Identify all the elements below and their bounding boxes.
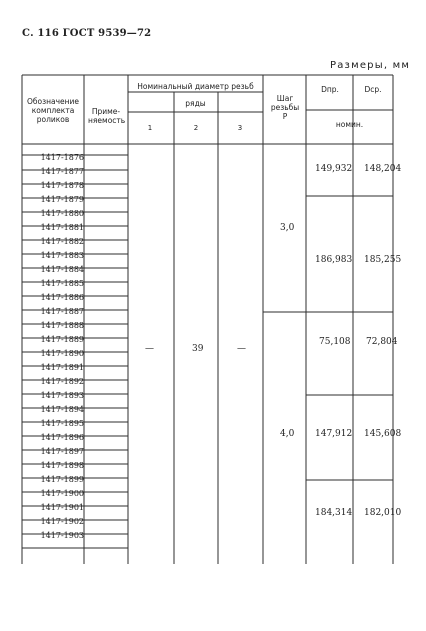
header-rows: ряды (185, 99, 206, 108)
row3-dash: — (237, 344, 246, 354)
table-row: 1417-1884 (40, 265, 84, 274)
table-row: 1417-1903 (40, 531, 84, 540)
table-row: 1417-1878 (40, 181, 84, 190)
d-pr-value-2: 186,983 (315, 255, 353, 265)
table-row: 1417-1890 (40, 349, 84, 358)
table-row: 1417-1886 (40, 293, 84, 302)
table-row: 1417-1881 (40, 223, 84, 232)
table-row: 1417-1893 (40, 391, 84, 400)
d-sr-value-5: 182,010 (364, 508, 402, 518)
header-row1: 1 (147, 124, 153, 132)
table-row: 1417-1877 (40, 167, 84, 176)
table-row: 1417-1895 (40, 419, 84, 428)
d-pr-value-3: 75,108 (319, 337, 351, 347)
row1-dash: — (145, 344, 154, 354)
d-pr-value-4: 147,912 (315, 429, 353, 439)
diameter-value: 39 (192, 344, 204, 354)
table-row: 1417-1901 (40, 503, 84, 512)
d-pr-value-5: 184,314 (315, 508, 353, 518)
sizes-label: Размеры, мм (330, 60, 411, 71)
d-pr-value-1: 149,932 (315, 164, 353, 174)
table-row: 1417-1882 (40, 237, 84, 246)
table-row: 1417-1891 (40, 363, 84, 372)
table-row: 1417-1900 (40, 489, 84, 498)
table-row: 1417-1876 (40, 153, 84, 162)
table-row: 1417-1899 (40, 475, 84, 484)
header-nominal: номин. (335, 120, 364, 129)
table-row: 1417-1885 (40, 279, 84, 288)
header-designation: Обозначение комплекта роликов (26, 97, 80, 124)
table-row: 1417-1883 (40, 251, 84, 260)
table-row: 1417-1897 (40, 447, 84, 456)
table-row: 1417-1896 (40, 433, 84, 442)
table-row: 1417-1894 (40, 405, 84, 414)
header-d-sr: Dср. (364, 85, 382, 94)
table-row: 1417-1880 (40, 209, 84, 218)
header-thread-pitch: Шаг резьбы P (270, 94, 300, 121)
table-row: 1417-1879 (40, 195, 84, 204)
table-row: 1417-1898 (40, 461, 84, 470)
table-row: 1417-1888 (40, 321, 84, 330)
table-row: 1417-1889 (40, 335, 84, 344)
header-d-pr: Dпр. (321, 85, 339, 94)
table-row: 1417-1887 (40, 307, 84, 316)
d-sr-value-2: 185,255 (364, 255, 402, 265)
table-row: 1417-1902 (40, 517, 84, 526)
header-row3: 3 (237, 124, 243, 132)
d-sr-value-1: 148,204 (364, 164, 402, 174)
d-sr-value-3: 72,804 (366, 337, 398, 347)
pitch-value-bottom: 4,0 (280, 429, 295, 439)
table-row: 1417-1892 (40, 377, 84, 386)
header-row2: 2 (193, 124, 199, 132)
header-nominal-diameter: Номинальный диаметр резьб (137, 82, 254, 91)
pitch-value-top: 3,0 (280, 223, 295, 233)
d-sr-value-4: 145,608 (364, 429, 402, 439)
header-application: Приме- няемость (88, 107, 126, 125)
page-title: С. 116 ГОСТ 9539—72 (22, 28, 152, 39)
